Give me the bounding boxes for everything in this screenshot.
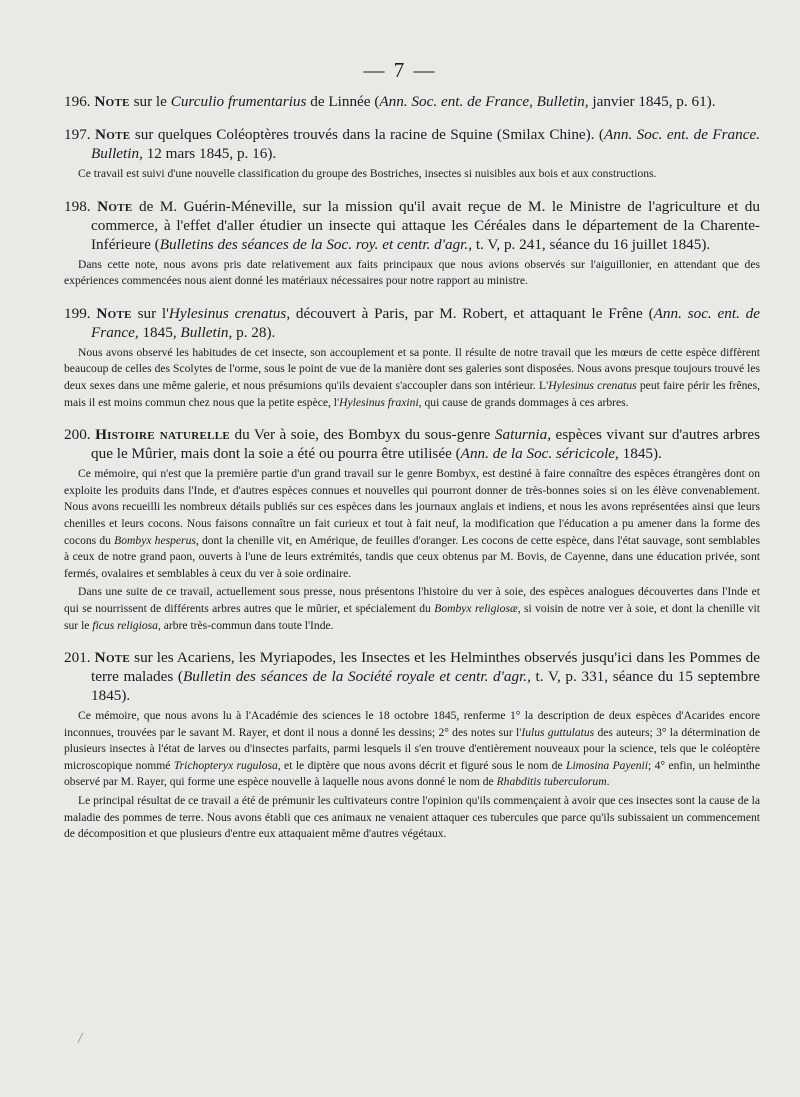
entry-note (64, 708, 760, 791)
entry-200 (64, 425, 760, 634)
note-italic: Bombyx hesperus (114, 533, 196, 547)
note-italic: Hylesinus fraxini (339, 395, 419, 409)
stray-pen-mark: / (76, 1029, 84, 1048)
entry-italic: Ann. de la Soc. séricicole (460, 445, 616, 463)
entry-note (64, 345, 760, 411)
note-text: Nous avons observé les habitudes de cet insecte, son accouplement et sa ponte. Il résulte de notre travail que les mœurs de cette espèce diffèrent beaucoup de celles des Scolytes de l'orme, sous le point de vue de la manière dont ses galeries sont disposées. Nous avons presque toujours trouvé les deux sexes dans une même galerie, et nous présumions qu'ils devaient s'accoupler dans son intérieur. L' (64, 345, 760, 392)
note-text: Ce mémoire, qui n'est que la première partie d'un grand travail sur le genre Bombyx, est destiné à faire connaître des espèces étrangères dont on exploite les produits dans l'Inde, et d'autres espèces connues et nouvelles qui pourront donner de très-bonnes soies si on les élève convenablement. Nous avons recueilli les nombreux détails publiés sur ces espèces dans les journaux anglais et indiens, et nous les avons représentées ainsi que leurs chenilles et leurs cocons. Nous faisons connaître un fait curieux et tout à fait neuf, la modification que l'éducation a pu amener dans la forme des cocons du (64, 467, 760, 547)
entry-text: 1845, (138, 323, 181, 341)
entry-note (64, 584, 760, 634)
entry-text: , espèces vivant sur d'autres arbres que le Mûrier, mais dont la soie a été ou pourra être utilisée ( (91, 426, 761, 463)
entry-text: sur les Acariens, les Myriapodes, les Insectes et les Helminthes observés jusqu'ici dans les Pommes de terre malades ( (91, 649, 760, 686)
entry-italic: Ann. Soc. ent. de France. Bulletin (91, 126, 761, 162)
entry-heading (64, 92, 760, 111)
entry-text: de Linnée ( (306, 93, 380, 110)
entry-number: 200. (64, 426, 91, 444)
entry-italic: Ann. Soc. ent. de France, Bulletin, (379, 93, 589, 110)
note-italic: Bombyx religiosæ (434, 601, 518, 615)
entry-number: 197. (64, 126, 91, 143)
note-text: , et le diptère que nous avons décrit et figuré sous le nom de (277, 758, 566, 772)
entry-italic: Ann. soc. ent. de France, (91, 304, 760, 341)
entry-heading (64, 648, 760, 705)
note-italic: Rhabditis tuberculorum (496, 775, 607, 789)
note-italic: ficus religiosa (92, 618, 158, 632)
note-text: peut faire périr les frênes, mais il est moins commun chez nous que la petite espèce, l' (64, 378, 760, 409)
entry-197 (64, 125, 760, 183)
page-number: — 7 — (363, 58, 437, 82)
entry-text: de M. Guérin-Méneville, sur la mission qu'il avait reçue de M. le Ministre de l'agriculture et du commerce, à l'effet d'aller étudier un insecte qui attaque les Céréales dans le département de la Charente-Inférieure ( (91, 197, 760, 253)
note-italic: Hylesinus crenatus (548, 378, 637, 392)
note-text: Dans une suite de ce travail, actuellement sous presse, nous présentons l'histoire du ver à soie, des espèces analogues découvertes dans l'Inde et qui se nourrissent de différents arbres autres que le mûrier, et spécialement du (64, 585, 760, 615)
entry-text: , t. V, p. 331, séance du 15 septembre 1845). (91, 668, 760, 705)
entry-label: Note (94, 649, 131, 667)
entry-label: Histoire naturelle (95, 426, 231, 444)
entry-note: Le principal résultat de ce travail a été de prémunir les cultivateurs contre l'opinion qu'ils commençaient à avoir que ces insectes sont la cause de la maladie des pommes de terre. Nous avons établi que ces animaux ne venaient attaquer ces tubercules que parce qu'ils subissaient un commencement de décomposition et que plusieurs d'entre eux attaquaient même d'autres végétaux. (64, 794, 760, 841)
entry-italic: Curculio frumentarius (170, 93, 307, 110)
entry-italic: Bulletin (180, 323, 229, 341)
entry-heading (64, 304, 760, 342)
page-content (64, 92, 760, 857)
note-text: . (606, 775, 610, 789)
note-italic: Trichopteryx rugulosa (173, 758, 278, 772)
note-text: , arbre très-commun dans toute l'Inde. (157, 618, 334, 632)
entry-heading (64, 125, 760, 163)
note-text: Ce mémoire, que nous avons lu à l'Académie des sciences le 18 octobre 1845, renferme 1° la description de deux espèces d'Acarides encore inconnues, trouvées par le savant M. Rayer, et dont il nous a donné les dessins; 2° des notes sur l' (64, 709, 760, 739)
entry-note (64, 466, 760, 582)
entry-italic: Saturnia (494, 426, 548, 444)
entry-heading (64, 197, 760, 254)
entry-text: sur l' (131, 304, 169, 322)
entry-198 (64, 197, 760, 290)
entry-199 (64, 304, 760, 411)
entry-number: 201. (64, 649, 91, 667)
entry-label: Note (96, 304, 132, 322)
entry-number: 198. (64, 197, 91, 215)
entry-label: Note (97, 197, 133, 215)
entry-196 (64, 92, 760, 111)
entry-label: Note (94, 93, 130, 110)
entry-text: sur le (129, 93, 171, 110)
entry-italic: Bulletin des séances de la Société royale et centr. d'agr. (182, 668, 528, 686)
entry-text: , découvert à Paris, par M. Robert, et attaquant le Frêne ( (286, 304, 654, 322)
entry-heading (64, 425, 760, 463)
entry-text: du Ver à soie, des Bombyx du sous-genre (230, 426, 495, 444)
note-text: , qui cause de grands dommages à ces arbres. (418, 395, 629, 409)
entry-italic: Bulletins des séances de la Soc. roy. et centr. d'agr. (159, 235, 469, 253)
note-text: , si voisin de notre ver à soie, et dont la chenille vit sur le (64, 601, 760, 632)
note-text: ; 4° enfin, un helminthe observé par M. Rayer, qui forme une espèce nouvelle à laquelle nous avons donné le nom de (64, 758, 760, 789)
entry-text: , 12 mars 1845, p. 16). (139, 145, 277, 162)
entry-number: 196. (64, 93, 91, 110)
note-italic: Iulus guttulatus (521, 725, 595, 739)
entry-text: janvier 1845, p. 61). (588, 93, 716, 110)
entry-text: , p. 28). (228, 323, 276, 341)
entry-201 (64, 648, 760, 843)
note-text: , dont la chenille vit, en Amérique, de feuilles d'oranger. Les cocons de cette espèce, dans l'état sauvage, sont semblables à ceux de notre grand paon, ouverts à l'une de leurs extrémités, tandis que ceux obtenus par M. Bovis, de Cayenne, dans une éducation privée, sont fermés, ovalaires et semblables à ceux du ver à soie ordinaire. (64, 533, 760, 580)
entry-text: , t. V, p. 241, séance du 16 juillet 1845). (468, 235, 711, 253)
entry-text: sur quelques Coléoptères trouvés dans la racine de Squine (Smilax Chine). ( (130, 126, 604, 143)
note-italic: Limosina Payenii (566, 758, 648, 772)
note-text: des auteurs; 3° la détermination de plusieurs insectes à l'état de larves ou d'insectes parfaits, parmi lesquels il s'en trouve d'entièrement nouveaux pour la science, tels que le coléoptère microscopique nommé (64, 725, 760, 772)
entry-text: , 1845). (615, 445, 662, 463)
entry-note: Dans cette note, nous avons pris date relativement aux faits principaux que nous avions observés sur l'aiguillonier, en attendant que des expériences commencées nous aient donné les matériaux nécessaires pour notre rapport au ministre. (64, 257, 760, 288)
entry-note: Ce travail est suivi d'une nouvelle classification du groupe des Bostriches, insectes si nuisibles aux bois et aux constructions. (78, 167, 657, 180)
entry-number: 199. (64, 304, 91, 322)
entry-label: Note (95, 126, 131, 143)
entry-italic: Hylesinus crenatus (168, 304, 287, 322)
